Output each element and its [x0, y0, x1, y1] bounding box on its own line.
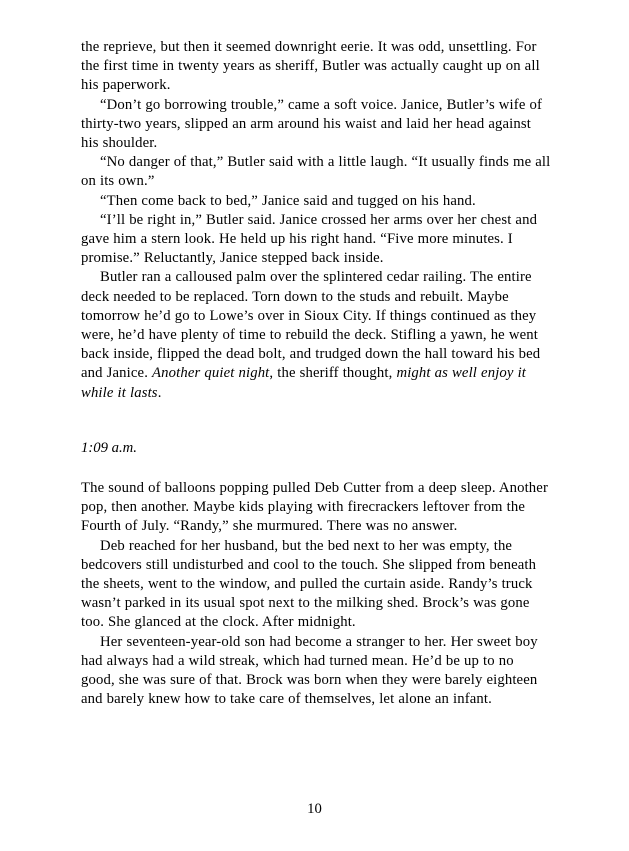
paragraph-butler-deck	[81, 268, 551, 402]
paragraph-continuation: the reprieve, but then it seemed downright eerie. It was odd, unsettling. For the first time in twenty years as sheriff, Butler was actually caught up on all his paperwork.	[81, 39, 540, 94]
paragraph-run-italic-1: Another quiet night	[152, 365, 270, 382]
paragraph-dialogue-no-danger: “No danger of that,” Butler said with a little laugh. “It usually finds me all on its own.”	[81, 154, 551, 190]
paragraph-dialogue-dont-go-borrowing: “Don’t go borrowing trouble,” came a soft voice. Janice, Butler’s wife of thirty-two years, slipped an arm around his waist and laid her head against his shoulder.	[81, 96, 543, 152]
page-text-body	[81, 38, 551, 710]
paragraph-dialogue-ill-be-right-in: “I’ll be right in,” Butler said. Janice crossed her arms over her chest and gave him a stern look. He held up his right hand. “Five more minutes. I promise.” Reluctantly, Janice stepped back inside.	[81, 211, 538, 267]
paragraph-deb-reached: Deb reached for her husband, but the bed next to her was empty, the bedcovers still undisturbed and cool to the touch. She slipped from beneath the sheets, went to the window, and pulled the curtain aside. Randy’s truck wasn’t parked in its usual spot next to the milking shed. Brock’s was gone too. She glanced at the clock. After midnight.	[81, 537, 537, 631]
paragraph-run-italic-2: might as well enjoy it while it lasts	[81, 365, 527, 401]
paragraph-run-plain-2: , the sheriff thought,	[269, 365, 397, 382]
paragraph-seventeen-year-old-son: Her seventeen-year-old son had become a stranger to her. Her sweet boy had always had a wild streak, which had turned mean. He’d be up to no good, she was sure of that. Brock was born when they were barely eighteen and barely knew how to take care of themselves, let alone an infant.	[81, 633, 538, 708]
paragraph-run-plain-3: .	[157, 384, 162, 401]
paragraph-run-plain-1: Butler ran a calloused palm over the splintered cedar railing. The entire deck needed to be replaced. Torn down to the studs and rebuilt. Maybe tomorrow he’d go to Lowe’s over in Sioux City. If things continued as they were, he’d have plenty of time to rebuild the deck. Stifling a yawn, he went back inside, flipped the dead bolt, and trudged down the hall toward his bed and Janice.	[81, 269, 541, 382]
paragraph-dialogue-then-come-back: “Then come back to bed,” Janice said and tugged on his hand.	[100, 192, 476, 209]
page-number: 10	[307, 801, 322, 817]
scene-time-heading: 1:09 a.m.	[81, 439, 137, 456]
paragraph-balloons-popping: The sound of balloons popping pulled Deb Cutter from a deep sleep. Another pop, then another. Maybe kids playing with firecrackers leftover from the Fourth of July. “Randy,” she murmured. There was no answer.	[81, 480, 548, 535]
